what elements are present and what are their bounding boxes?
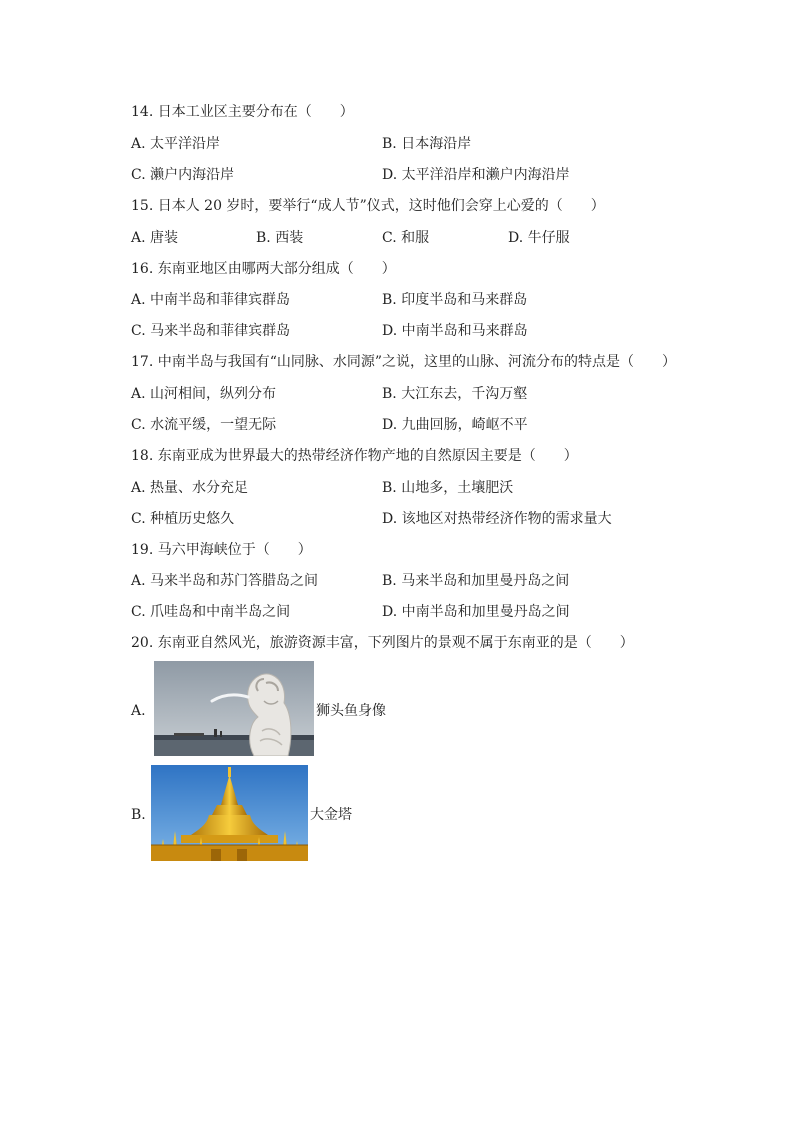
question-18-option-c[interactable]: C. 种植历史悠久: [131, 511, 235, 527]
question-17-stem: 17. 中南半岛与我国有“山同脉、水同源”之说，这里的山脉、河流分布的特点是（ ）: [131, 354, 677, 370]
question-18-option-a[interactable]: A. 热量、水分充足: [131, 480, 249, 496]
question-20-stem: 20. 东南亚自然风光，旅游资源丰富，下列图片的景观不属于东南亚的是（ ）: [131, 635, 634, 651]
question-18-option-d[interactable]: D. 该地区对热带经济作物的需求量大: [382, 511, 612, 527]
golden-pagoda-photo-icon[interactable]: [151, 765, 308, 861]
question-19-option-b[interactable]: B. 马来半岛和加里曼丹岛之间: [382, 573, 570, 589]
question-15-stem: 15. 日本人 20 岁时，要举行“成人节”仪式，这时他们会穿上心爱的（ ）: [131, 198, 605, 214]
question-14-option-c[interactable]: C. 濑户内海沿岸: [131, 167, 235, 183]
question-17-option-b[interactable]: B. 大江东去，千沟万壑: [382, 386, 528, 402]
question-16-option-b[interactable]: B. 印度半岛和马来群岛: [382, 292, 528, 308]
question-16-stem: 16. 东南亚地区由哪两大部分组成（ ）: [131, 261, 396, 277]
question-16-option-d[interactable]: D. 中南半岛和马来群岛: [382, 323, 528, 339]
question-19-stem: 19. 马六甲海峡位于（ ）: [131, 542, 312, 558]
question-15-option-c[interactable]: C. 和服: [382, 230, 430, 246]
question-20-option-a-caption: 狮头鱼身像: [316, 703, 386, 719]
question-16-option-c[interactable]: C. 马来半岛和菲律宾群岛: [131, 323, 291, 339]
question-19-option-a[interactable]: A. 马来半岛和苏门答腊岛之间: [131, 573, 319, 589]
question-18-option-b[interactable]: B. 山地多，土壤肥沃: [382, 480, 514, 496]
question-15-option-a[interactable]: A. 唐装: [131, 230, 179, 246]
question-15-option-b[interactable]: B. 西装: [256, 230, 304, 246]
question-14-option-b[interactable]: B. 日本海沿岸: [382, 136, 472, 152]
question-16-option-a[interactable]: A. 中南半岛和菲律宾群岛: [131, 292, 291, 308]
question-14-option-d[interactable]: D. 太平洋沿岸和濑户内海沿岸: [382, 167, 570, 183]
question-20-option-b-letter[interactable]: B.: [131, 807, 146, 823]
question-14-stem: 14. 日本工业区主要分布在（ ）: [131, 104, 354, 120]
question-17-option-d[interactable]: D. 九曲回肠，崎岖不平: [382, 417, 528, 433]
question-14-option-a[interactable]: A. 太平洋沿岸: [131, 136, 221, 152]
question-20-option-b-caption: 大金塔: [310, 807, 352, 823]
merlion-statue-photo-icon[interactable]: [154, 661, 314, 756]
question-19-option-d[interactable]: D. 中南半岛和加里曼丹岛之间: [382, 604, 570, 620]
question-15-option-d[interactable]: D. 牛仔服: [508, 230, 570, 246]
question-19-option-c[interactable]: C. 爪哇岛和中南半岛之间: [131, 604, 291, 620]
question-18-stem: 18. 东南亚成为世界最大的热带经济作物产地的自然原因主要是（ ）: [131, 448, 578, 464]
question-17-option-a[interactable]: A. 山河相间，纵列分布: [131, 386, 277, 402]
question-17-option-c[interactable]: C. 水流平缓，一望无际: [131, 417, 277, 433]
question-20-option-a-letter[interactable]: A.: [131, 703, 146, 719]
